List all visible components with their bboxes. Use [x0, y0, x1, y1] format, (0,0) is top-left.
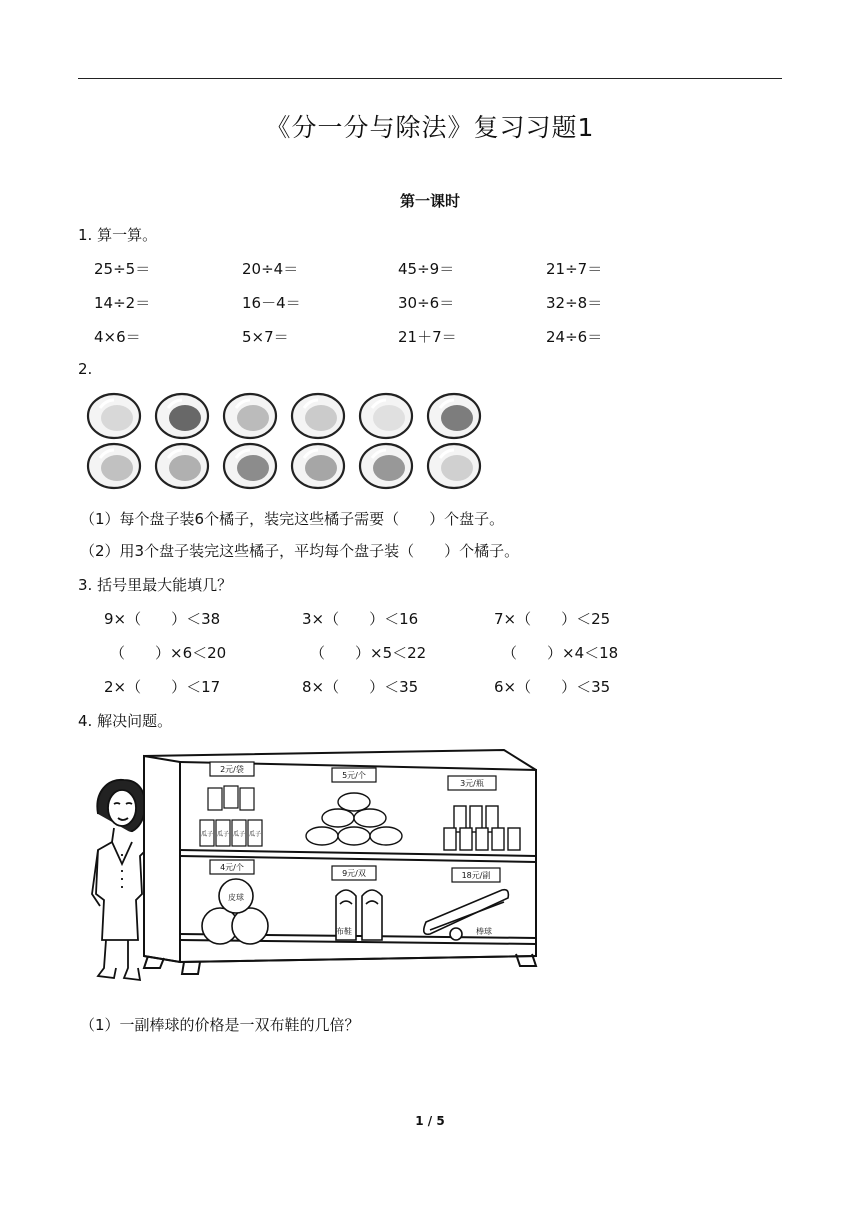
- orange-icon: [156, 394, 208, 438]
- q3-item: 2×（ ）＜17: [104, 678, 221, 696]
- price-label: 5元/个: [342, 771, 366, 780]
- q1-item: 5×7＝: [242, 328, 289, 346]
- cake-stack: [306, 793, 402, 845]
- ball-label: 皮球: [228, 893, 244, 902]
- q2-part-1: （1）每个盘子装6个橘子，装完这些橘子需要（ ）个盘子。: [80, 510, 505, 528]
- page-title: 《分一分与除法》复习习题1: [265, 113, 595, 142]
- q1-item: 16－4＝: [242, 294, 301, 312]
- orange-icon: [428, 394, 480, 438]
- price-label: 9元/双: [342, 869, 366, 878]
- q1-item: 21＋7＝: [398, 328, 457, 346]
- q2-label: 2.: [78, 360, 93, 378]
- q1-item: 45÷9＝: [398, 260, 455, 278]
- orange-icon: [224, 394, 276, 438]
- q3-item: 9×（ ）＜38: [104, 610, 221, 628]
- price-label: 4元/个: [220, 863, 244, 872]
- page-subtitle: 第一课时: [399, 192, 460, 210]
- q1-item: 21÷7＝: [546, 260, 603, 278]
- q3-item: （ ）×6＜20: [110, 644, 227, 662]
- oranges-illustration: [80, 390, 490, 494]
- baseball-bats: [424, 890, 509, 940]
- orange-icon: [156, 444, 208, 488]
- orange-icon: [360, 394, 412, 438]
- seed-bag-text: 瓜子: [216, 831, 230, 838]
- q3-item: 6×（ ）＜35: [494, 678, 611, 696]
- orange-icon: [224, 444, 276, 488]
- q1-item: 24÷6＝: [546, 328, 603, 346]
- q1-label: 1. 算一算。: [78, 226, 158, 244]
- q3-item: 3×（ ）＜16: [302, 610, 419, 628]
- seed-bag-text: 瓜子: [232, 831, 246, 838]
- q2-part-2: （2）用3个盘子装完这些橘子，平均每个盘子装（ ）个橘子。: [80, 542, 520, 560]
- q1-item: 30÷6＝: [398, 294, 455, 312]
- orange-icon: [428, 444, 480, 488]
- price-label: 2元/袋: [220, 765, 244, 774]
- q1-item: 32÷8＝: [546, 294, 603, 312]
- orange-icon: [292, 394, 344, 438]
- top-rule: [78, 78, 782, 79]
- q1-item: 25÷5＝: [94, 260, 151, 278]
- q3-item: 8×（ ）＜35: [302, 678, 419, 696]
- seed-bag-text: 瓜子: [200, 831, 214, 838]
- seed-bag-labels: [201, 830, 261, 838]
- shop-shelf-illustration: [84, 744, 544, 996]
- orange-icon: [88, 444, 140, 488]
- q3-label: 3. 括号里最大能填几？: [78, 576, 233, 594]
- q4-part-1: （1）一副棒球的价格是一双布鞋的几倍？: [80, 1016, 360, 1034]
- price-label: 18元/副: [461, 871, 491, 880]
- orange-icon: [88, 394, 140, 438]
- q1-item: 4×6＝: [94, 328, 141, 346]
- page-number: 1 / 5: [415, 1114, 445, 1128]
- orange-icon: [292, 444, 344, 488]
- q3-item: （ ）×5＜22: [310, 644, 427, 662]
- q1-item: 14÷2＝: [94, 294, 151, 312]
- q1-item: 20÷4＝: [242, 260, 299, 278]
- price-label: 3元/瓶: [460, 779, 484, 788]
- q4-label: 4. 解决问题。: [78, 712, 173, 730]
- shoe-label: 布鞋: [336, 927, 352, 936]
- bat-label: 棒球: [476, 927, 492, 936]
- q3-item: 7×（ ）＜25: [494, 610, 611, 628]
- seed-bag-text: 瓜子: [248, 831, 262, 838]
- bottles: [444, 806, 520, 850]
- orange-icon: [360, 444, 412, 488]
- balls: [202, 879, 268, 944]
- q3-item: （ ）×4＜18: [502, 644, 619, 662]
